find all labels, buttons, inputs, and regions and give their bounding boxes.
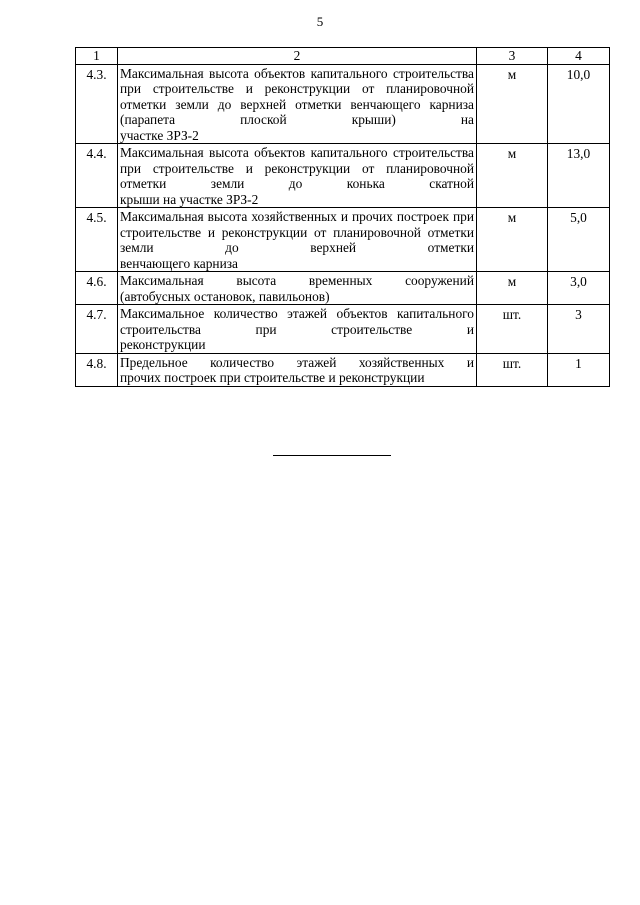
column-header-2: 2 [118, 48, 477, 65]
row-value: 3,0 [548, 272, 610, 305]
row-unit: м [477, 272, 548, 305]
row-description-last-line: (автобусных остановок, павильонов) [120, 288, 330, 304]
row-description-last-line: крыши на участке ЗРЗ-2 [120, 191, 259, 207]
table-row [76, 64, 610, 144]
row-value: 1 [548, 353, 610, 386]
row-description [118, 272, 477, 305]
row-value: 5,0 [548, 208, 610, 272]
table-row [76, 272, 610, 305]
table-row [76, 353, 610, 386]
row-description-text: Максимальная высота объектов капитального строительства при строительстве и реконструкции от планировочной отметки земли до верхней отметки венчающего карниза (парапета плоской крыши) на [120, 65, 474, 127]
parameters-table [75, 47, 610, 387]
table-row [76, 208, 610, 272]
row-description [118, 353, 477, 386]
row-description-last-line: участке ЗРЗ-2 [120, 127, 199, 143]
row-unit: м [477, 64, 548, 144]
table-row [76, 144, 610, 208]
row-value: 10,0 [548, 64, 610, 144]
row-unit: м [477, 208, 548, 272]
column-header-4: 4 [548, 48, 610, 65]
row-unit: шт. [477, 353, 548, 386]
row-description-last-line: реконструкции [120, 337, 206, 352]
row-description-last-line: прочих построек при строительстве и реконструкции [120, 370, 425, 385]
row-unit: м [477, 144, 548, 208]
row-number: 4.5. [76, 208, 118, 272]
row-number: 4.8. [76, 353, 118, 386]
page-number: 5 [316, 14, 324, 29]
row-number: 4.7. [76, 305, 118, 354]
row-value: 13,0 [548, 144, 610, 208]
end-separator-line [273, 455, 391, 456]
row-description [118, 144, 477, 208]
column-header-3: 3 [477, 48, 548, 65]
row-description-text: Максимальная высота временных сооружений [120, 273, 474, 288]
row-number: 4.3. [76, 64, 118, 144]
row-description-text: Максимальная высота объектов капитального строительства при строительстве и реконструкции от планировочной отметки земли до конька скатной [120, 145, 474, 191]
row-number: 4.6. [76, 272, 118, 305]
table-header-row [76, 48, 610, 65]
column-header-1: 1 [76, 48, 118, 65]
row-description-text: Максимальное количество этажей объектов капитального строительства при строительстве и [120, 306, 474, 337]
row-description-last-line: венчающего карниза [120, 255, 238, 271]
row-description-text: Максимальная высота хозяйственных и прочих построек при строительстве и реконструкции от планировочной отметки земли до верхней отметки [120, 209, 474, 255]
row-value: 3 [548, 305, 610, 354]
row-description-text: Предельное количество этажей хозяйственных и [120, 354, 474, 370]
row-description [118, 208, 477, 272]
row-description [118, 64, 477, 144]
row-description [118, 305, 477, 354]
row-number: 4.4. [76, 144, 118, 208]
row-unit: шт. [477, 305, 548, 354]
table-row [76, 305, 610, 354]
